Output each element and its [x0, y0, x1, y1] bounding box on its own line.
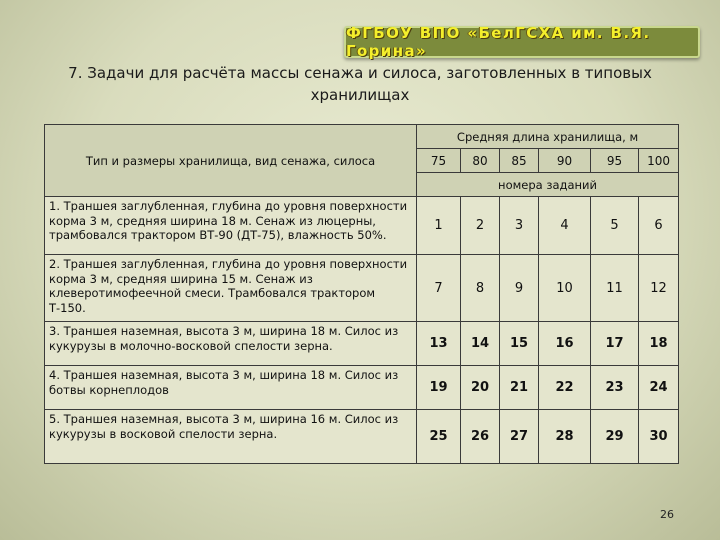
title-line-1: 7. Задачи для расчёта массы сенажа и силоса, заготовленных в типовых	[68, 64, 652, 82]
length-cell: 95	[591, 149, 639, 173]
task-number: 21	[500, 366, 539, 410]
table-row	[45, 366, 679, 410]
length-header: Средняя длина хранилища, м	[417, 125, 679, 149]
tasks-table	[44, 124, 679, 464]
task-number: 4	[539, 197, 591, 255]
length-cell: 80	[461, 149, 500, 173]
slide-title	[20, 62, 700, 106]
task-number: 22	[539, 366, 591, 410]
task-number: 15	[500, 322, 539, 366]
task-number: 13	[417, 322, 461, 366]
length-cell: 90	[539, 149, 591, 173]
length-cell: 100	[639, 149, 679, 173]
task-number: 16	[539, 322, 591, 366]
task-number: 24	[639, 366, 679, 410]
task-description: 3. Траншея наземная, высота 3 м, ширина 18 м. Силос из кукурузы в молочно-восковой спелости зерна.	[45, 322, 417, 366]
table-row	[45, 197, 679, 255]
length-cell: 75	[417, 149, 461, 173]
task-number: 2	[461, 197, 500, 255]
task-number: 14	[461, 322, 500, 366]
task-description: 1. Траншея заглубленная, глубина до уровня поверхности корма 3 м, средняя ширина 18 м. Сенаж из люцерны, трамбовался трактором ВТ-90 (ДТ-75), влажность 50%.	[45, 197, 417, 255]
task-number: 29	[591, 410, 639, 464]
task-number: 7	[417, 255, 461, 322]
table-row	[45, 255, 679, 322]
task-number: 10	[539, 255, 591, 322]
task-number: 11	[591, 255, 639, 322]
task-numbers-header: номера заданий	[417, 173, 679, 197]
task-number: 3	[500, 197, 539, 255]
task-number: 9	[500, 255, 539, 322]
task-number: 25	[417, 410, 461, 464]
table-row	[45, 410, 679, 464]
task-number: 17	[591, 322, 639, 366]
banner-text: ФГБОУ ВПО «БелГСХА им. В.Я. Горина»	[346, 24, 651, 60]
task-number: 28	[539, 410, 591, 464]
row-header: Тип и размеры хранилища, вид сенажа, силоса	[85, 153, 376, 168]
page-number: 26	[660, 508, 674, 521]
task-number: 5	[591, 197, 639, 255]
task-number: 1	[417, 197, 461, 255]
task-description: 5. Траншея наземная, высота 3 м, ширина 16 м. Силос из кукурузы в восковой спелости зерна.	[45, 410, 417, 464]
title-line-2: хранилищах	[310, 86, 410, 104]
task-number: 18	[639, 322, 679, 366]
task-number: 30	[639, 410, 679, 464]
task-number: 12	[639, 255, 679, 322]
length-cell: 85	[500, 149, 539, 173]
task-description: 2. Траншея заглубленная, глубина до уровня поверхности корма 3 м, средняя ширина 15 м. Сенаж из клеверотимофеечной смеси. Трамбовался трактором Т-150.	[45, 255, 417, 322]
task-number: 6	[639, 197, 679, 255]
task-number: 20	[461, 366, 500, 410]
task-number: 26	[461, 410, 500, 464]
institution-banner	[344, 26, 700, 58]
task-number: 19	[417, 366, 461, 410]
table-row	[45, 322, 679, 366]
row-header-cell	[45, 125, 417, 197]
task-number: 8	[461, 255, 500, 322]
task-number: 23	[591, 366, 639, 410]
task-number: 27	[500, 410, 539, 464]
task-description: 4. Траншея наземная, высота 3 м, ширина 18 м. Силос из ботвы корнеплодов	[45, 366, 417, 410]
